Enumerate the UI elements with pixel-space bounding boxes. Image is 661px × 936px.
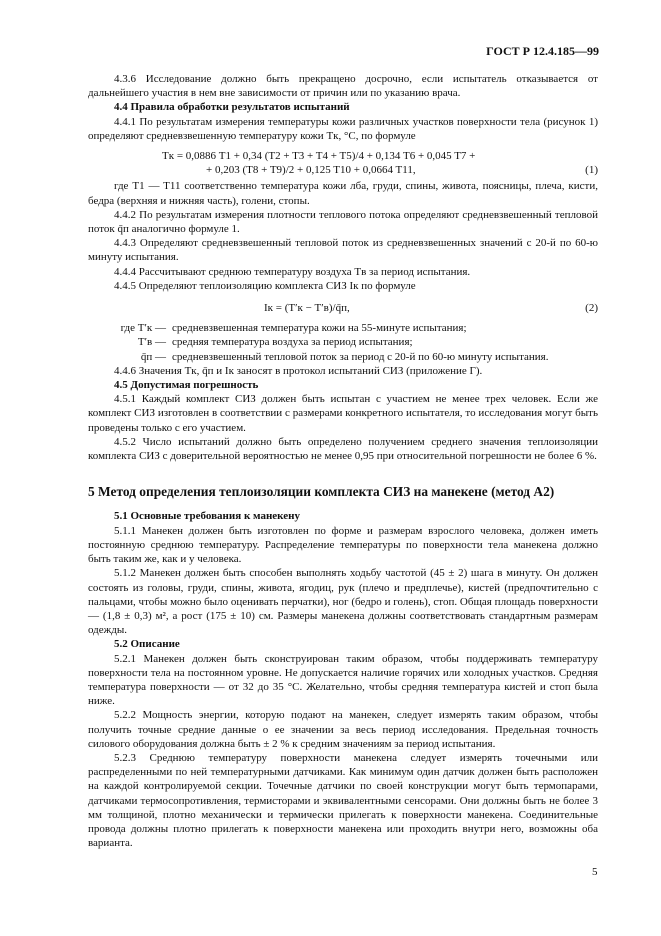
paragraph-5-2-3: 5.2.3 Среднюю температуру поверхности манекена следует измерять точечными или распределенными по ней температурными датчиками. Как минимум один датчик должен быть расположен на каждой контролируемой секции. Точечные датчики по своей конструкции могут быть термопарами, датчиками термосопротивления, термисторами и эквивалентными сенсорами. Они должны быть не более 3 мм толщиной, плотно механически и термически прилегать к поверхности манекена. Соединительные провода должны плотно прилегать к поверхности манекена или проходить внутри него, возможны оба варианта. xyxy=(88,751,598,850)
formula-2-line: Iк = (T′к − T′в)/q̄п, xyxy=(264,302,350,315)
legend-symbol: q̄п — xyxy=(140,350,166,363)
paragraph-5-2-2: 5.2.2 Мощность энергии, которую подают на манекен, следует измерять таким образом, чтобы получить точные средние данные о ее значении за весь период исследования. Предельная точность силового оборудования должна быть ± 2 % к средним значениям за период испытания. xyxy=(88,709,598,750)
heading-5-2: 5.2 Описание xyxy=(114,638,180,651)
paragraph-4-5-1: 4.5.1 Каждый комплект СИЗ должен быть испытан с участием не менее трех человек. Если же комплект СИЗ изготовлен в соответствии с размерами конкретного испытателя, то исследования могут быть проведены только с его участием. xyxy=(88,393,598,434)
legend-text: средняя температура воздуха за период испытания; xyxy=(172,336,413,349)
legend-row xyxy=(88,321,598,335)
paragraph-4-3-6: 4.3.6 Исследование должно быть прекращено досрочно, если испытатель отказывается от дальнейшего участия в нем вне зависимости от причин или по указанию врача. xyxy=(88,73,598,100)
formula-1 xyxy=(88,149,598,177)
formula-1-explanation: где T1 — T11 соответственно температура кожи лба, груди, спины, живота, поясницы, плеча, кисти, бедра (верхняя и нижняя часть), голени, стопы. xyxy=(88,180,598,207)
paragraph-4-4-4: 4.4.4 Рассчитывают среднюю температуру воздуха Tв за период испытания. xyxy=(114,265,471,278)
paragraph-4-5-2: 4.5.2 Число испытаний должно быть определено получением среднего значения теплоизоляции комплекта СИЗ с доверительной вероятностью не менее 0,95 при относительной погрешности не более 6 %. xyxy=(88,435,598,463)
legend-text: средневзвешенная температура кожи на 55-минуте испытания; xyxy=(172,322,467,335)
heading-5-1: 5.1 Основные требования к манекену xyxy=(114,510,300,523)
paragraph-4-4-3: 4.4.3 Определяют средневзвешенный тепловой поток из средневзвешенных значений с 20-й по 60-ю минуту испытания. xyxy=(88,237,598,264)
standard-header: ГОСТ Р 12.4.185—99 xyxy=(486,44,599,58)
legend-symbol: T′в — xyxy=(137,336,166,349)
formula-2-number: (2) xyxy=(585,302,598,315)
heading-4-4: 4.4 Правила обработки результатов испытаний xyxy=(114,101,350,114)
paragraph-5-1-1: 5.1.1 Манекен должен быть изготовлен по форме и размерам взрослого человека, должен иметь постоянную среднюю температуру. Распределение температуры по поверхности тела манекена должно быть таким же, как и у человека. xyxy=(88,524,598,566)
paragraph-5-1-2: 5.1.2 Манекен должен быть способен выполнять ходьбу частотой (45 ± 2) шага в минуту. Он должен состоять из головы, груди, спины, живота, ягодиц, рук (плечо и предплечье), кистей (предпочтительно с пальцами, чтобы можно было оценивать перчатки), ног (бедро и голень), стоп. Общая площадь поверхности — (1,8 ± 0,3) м², а рост (175 ± 10) см. Размеры манекена должны соответствовать стандартным размерам одежды. xyxy=(88,567,598,637)
paragraph-4-4-2: 4.4.2 По результатам измерения плотности теплового потока определяют средневзвешенный тепловой поток q̄п аналогично формуле 1. xyxy=(88,208,598,236)
page-number: 5 xyxy=(592,866,598,878)
page-body xyxy=(88,72,598,850)
paragraph-5-2-1: 5.2.1 Манекен должен быть сконструирован таким образом, чтобы поддерживать температуру поверхности тела на постоянном уровне. Не допускается наличие горячих или холодных участков. Средняя температура поверхности — от 32 до 35 °С. Желательно, чтобы средняя температура кистей и стоп была ниже. xyxy=(88,652,598,708)
paragraph-4-4-6: 4.4.6 Значения Tк, q̄п и Iк заносят в протокол испытаний СИЗ (приложение Г). xyxy=(114,364,483,377)
paragraph-4-4-1: 4.4.1 По результатам измерения температуры кожи различных участков поверхности тела (рисунок 1) определяют средневзвешенную температуру кожи Tк, °С, по формуле xyxy=(88,115,598,142)
formula-1-line-2: + 0,203 (T8 + T9)/2 + 0,125 T10 + 0,0664 T11, xyxy=(206,164,416,177)
section-5-title: 5 Метод определения теплоизоляции комплекта СИЗ на манекене (метод А2) xyxy=(88,484,555,500)
legend-row xyxy=(88,335,598,349)
legend-symbol: где T′к — xyxy=(120,322,166,335)
heading-4-5: 4.5 Допустимая погрешность xyxy=(114,379,259,392)
legend-text: средневзвешенный тепловой поток за период с 20-й по 60-ю минуту испытания. xyxy=(172,350,549,363)
formula-2 xyxy=(88,301,598,315)
formula-2-legend xyxy=(88,321,598,364)
formula-1-line-1: Tк = 0,0886 T1 + 0,34 (T2 + T3 + T4 + T5)/4 + 0,134 T6 + 0,045 T7 + xyxy=(162,150,476,163)
formula-1-number: (1) xyxy=(585,164,598,177)
paragraph-4-4-5: 4.4.5 Определяют теплоизоляцию комплекта СИЗ Iк по формуле xyxy=(114,279,416,292)
legend-row xyxy=(88,350,598,364)
